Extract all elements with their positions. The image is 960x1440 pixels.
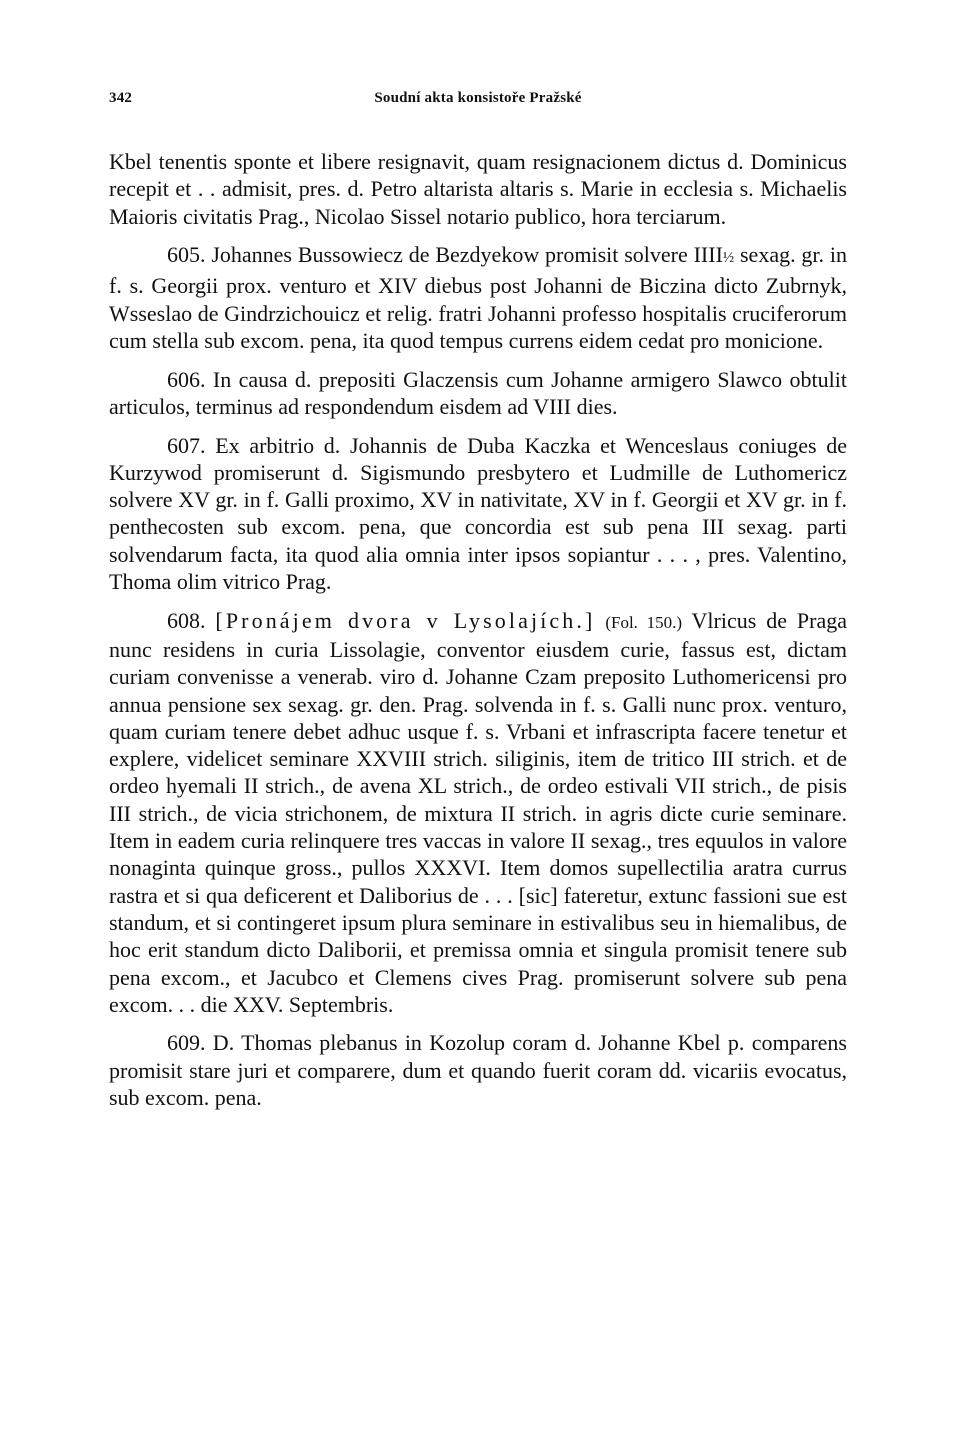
entry-607: [109, 432, 847, 596]
body-text: [109, 148, 847, 1111]
page-number: 342: [109, 90, 133, 106]
entry-text: 607. Ex arbitrio d. Johannis de Duba Kaczka et Wenceslaus coniuges de Kurzywod promiserunt d. Sigismundo presbytero et Ludmille de Luthomericz solvere XV gr. in f. Galli proximo, XV in nativitate, XV in f. Georgii et XV gr. in f. penthecosten sub excom. pena, que concordia est sub pena III sexag. parti solvendarum facta, ita quod alia omnia inter ipsos sopiantur . . . , pres. Valentino, Thoma olim vitrico Prag.: [109, 432, 847, 595]
entry-606: [109, 366, 847, 421]
page-header: [109, 86, 847, 116]
paragraph-text: Kbel tenentis sponte et libere resignavit, quam resignacionem dictus d. Dominicus recepit et . . admisit, pres. d. Petro altarista altaris s. Marie in ecclesia s. Michaelis Maioris civitatis Prag., Nicolao Sissel notario publico, hora terciarum.: [109, 149, 847, 229]
entry-number: 608.: [167, 607, 206, 633]
document-page: [109, 86, 847, 1123]
folio-reference: (Fol. 150.): [605, 612, 682, 632]
entry-text-start: 605. Johannes Bussowiecz de Bezdyekow promisit solvere IIII: [167, 242, 723, 268]
entry-605: [109, 241, 847, 354]
running-title: Soudní akta konsistoře Pražské: [374, 90, 582, 106]
entry-title: [Pronájem dvora v Lysolajích.]: [215, 607, 596, 633]
entry-text: 606. In causa d. prepositi Glaczensis cum Johanne armigero Slawco obtulit articulos, terminus ad respondendum eisdem ad VIII dies.: [109, 366, 847, 419]
fraction: ½: [722, 250, 735, 267]
entry-text: 609. D. Thomas plebanus in Kozolup coram d. Johanne Kbel p. comparens promisit stare juri et comparere, dum et quando fuerit coram dd. vicariis evocatus, sub excom. pena.: [109, 1030, 847, 1110]
entry-609: [109, 1029, 847, 1111]
paragraph-continuation: [109, 148, 847, 230]
entry-608: [109, 607, 847, 1018]
entry-text-rest: sexag. gr. in f. s. Georgii prox. venturo et XIV diebus post Johanni de Biczina dicto Zubrnyk, Wsseslao de Gindrzichouicz et relig. fratri Johanni professo hospitalis cruciferorum cum stella sub excom. pena, ita quod tempus currens eidem cedat pro monicione.: [109, 242, 847, 354]
entry-text: Vlricus de Praga nunc residens in curia Lissolagie, conventor eiusdem curie, fassus est, dictam curiam convenisse a venerab. viro d. Johanne Czam preposito Luthomericensi pro annua pensione sex sexag. gr. den. Prag. solvenda in f. s. Galli nunc prox. venturo, quam curiam tenere debet adhuc usque f. s. Vrbani et infrascripta facere tenetur et explere, videlicet seminare XXVIII strich. siliginis, item de tritico III strich. et de ordeo hyemali II strich., de avena XL strich., de ordeo estivali VII strich., de pisis III strich., de vicia strichonem, de mixtura II strich. in agris dicte curie seminare. Item in eadem curia relinquere tres vaccas in valore II sexag., tres equulos in valore nonaginta quinque gross., pullos XXXVI. Item domos supellectilia aratra currus rastra et si qua deficerent et Daliborius de . . . [sic] fateretur, extunc fassioni sue est standum, et si contingeret ipsum plura seminare in estivalibus seu in hiemalibus, de hoc erit standum dicto Daliborii, et premissa omnia et singula promisit tenere sub pena excom., et Jacubco et Clemens cives Prag. promiserunt solvere sub pena excom. . . die XXV. Septembris.: [109, 607, 847, 1017]
